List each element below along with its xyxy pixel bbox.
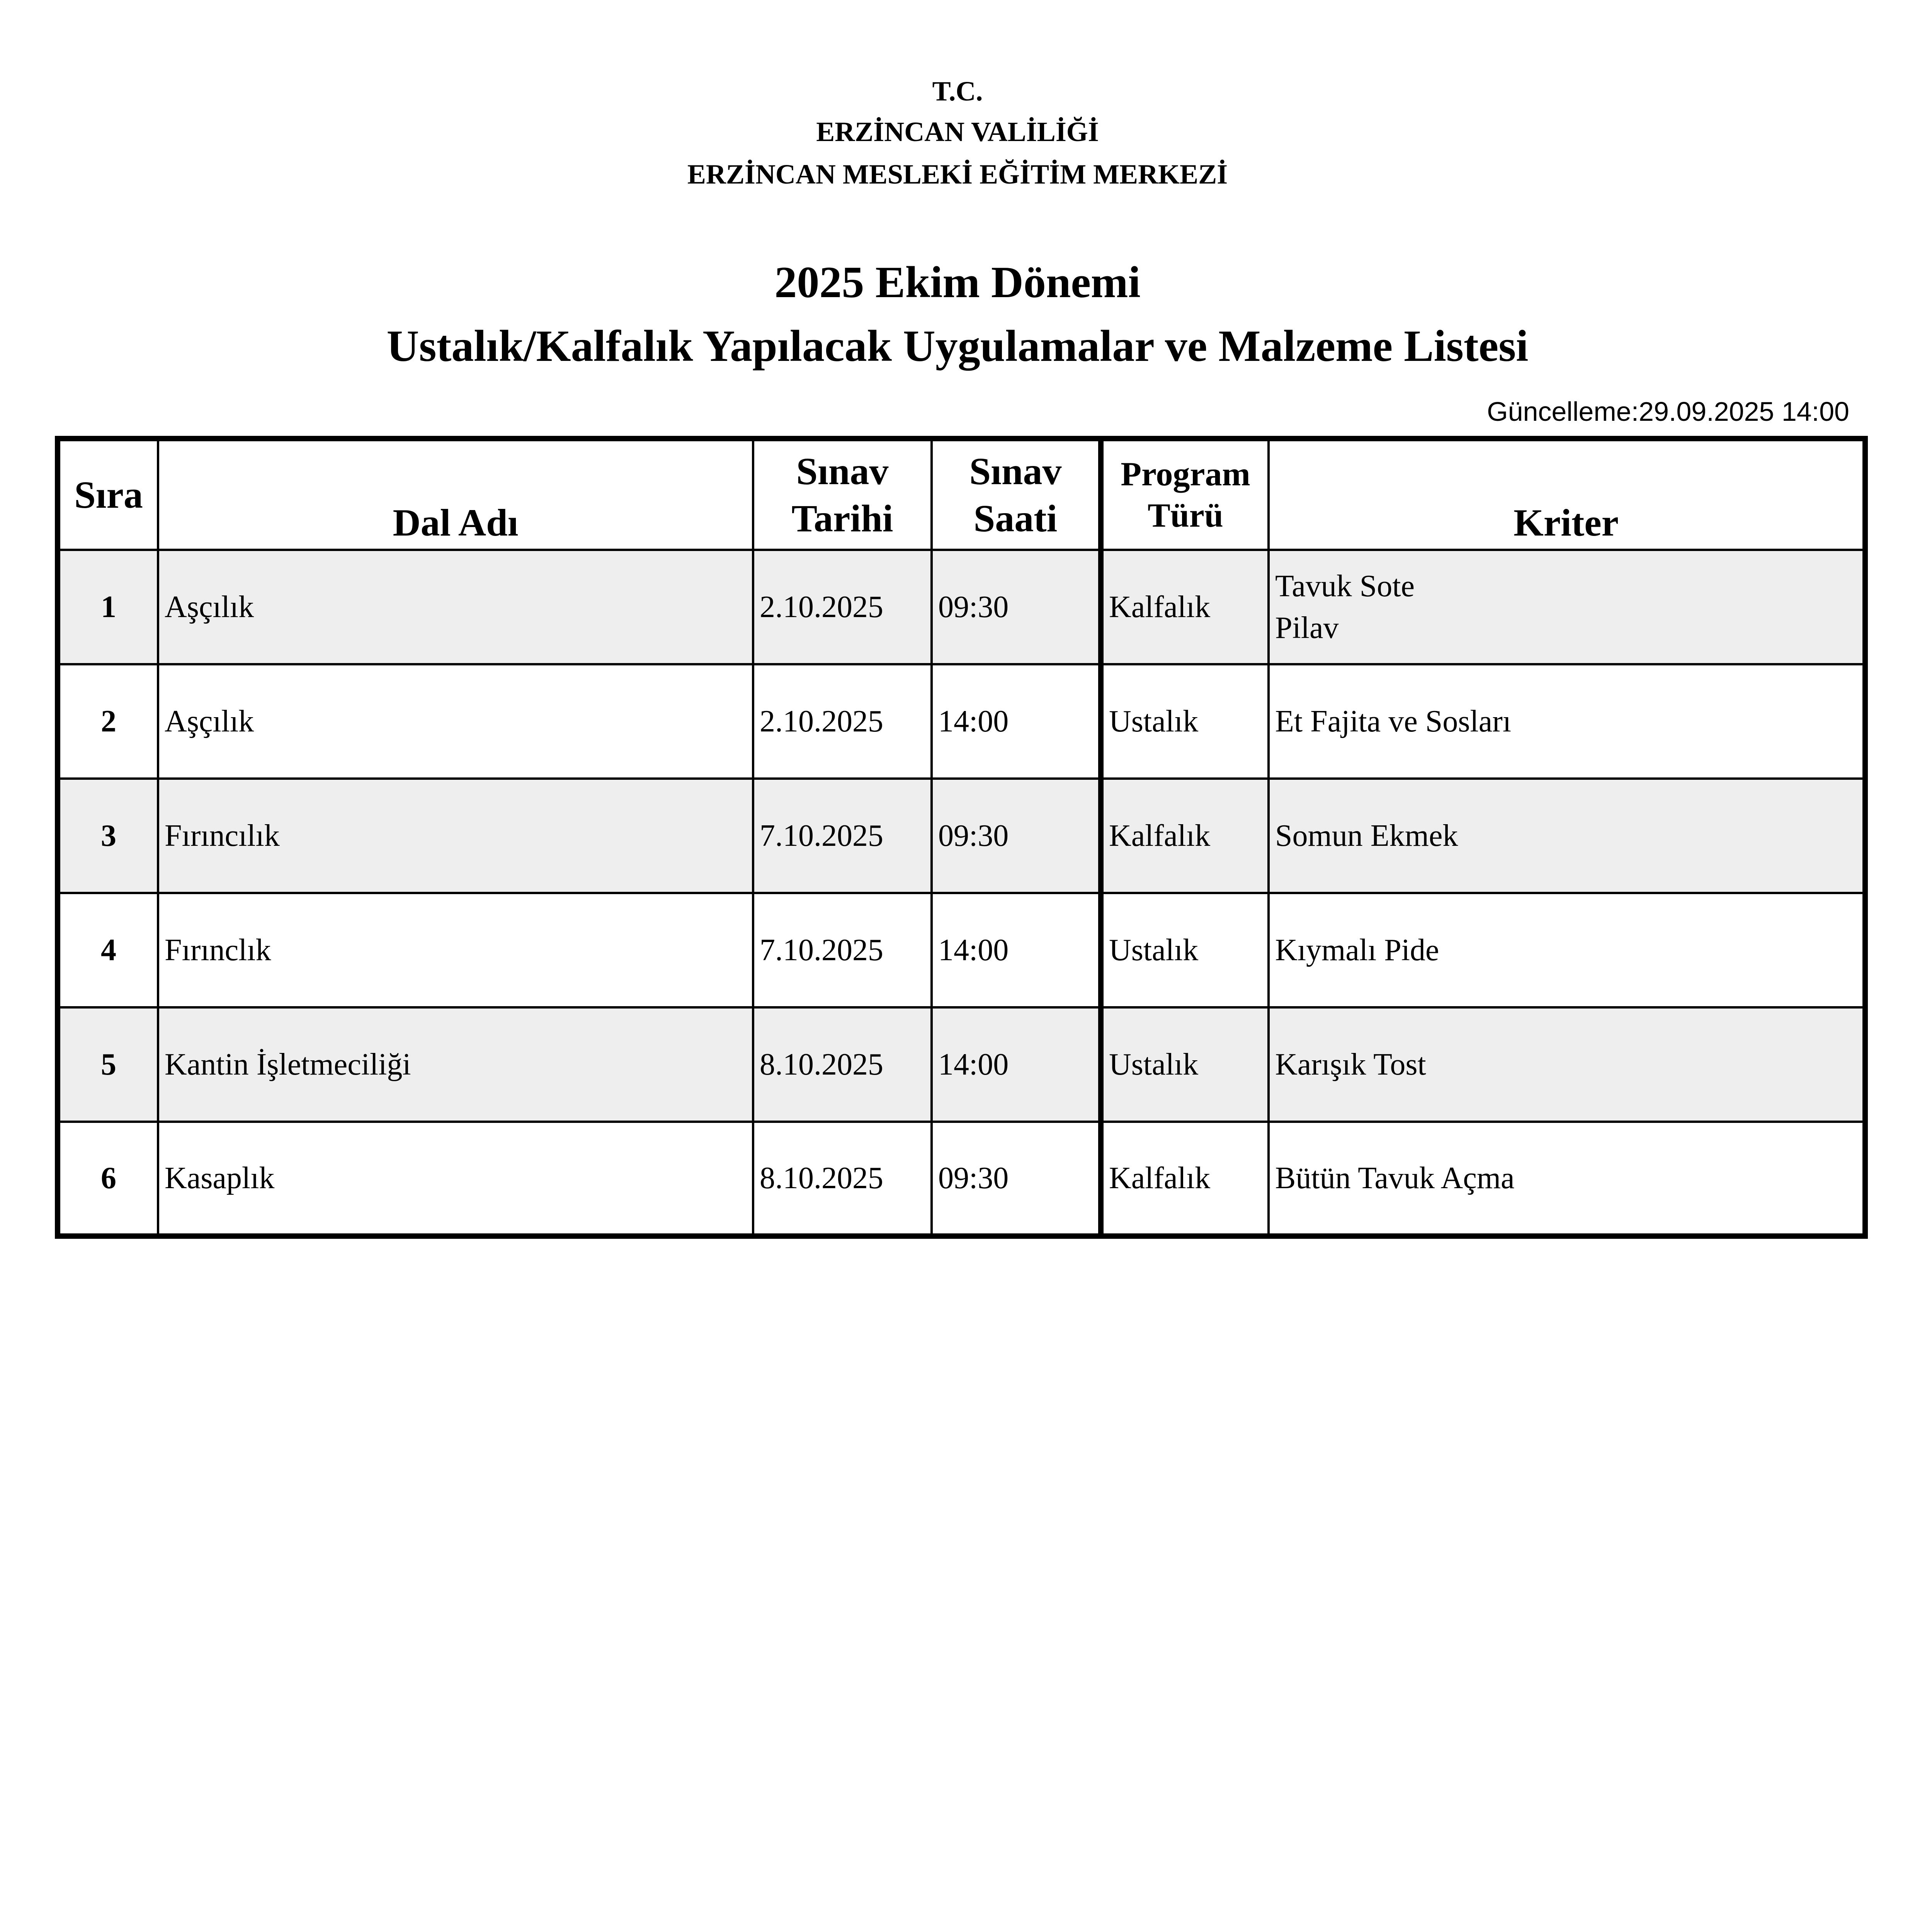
column-header-sinav-saati: Sınav Saati: [932, 439, 1101, 550]
table-row: [58, 664, 1865, 779]
cell-sinav-tarihi: 7.10.2025: [753, 893, 932, 1007]
cell-sira: 2: [58, 664, 158, 779]
column-header-program-turu: Program Türü: [1101, 439, 1269, 550]
cell-kriter: [1269, 1122, 1865, 1236]
cell-dal-adi: Aşçılık: [158, 550, 753, 664]
cell-sinav-saati: 14:00: [932, 664, 1101, 779]
kriter-line: Somun Ekmek: [1275, 819, 1458, 853]
column-header-sira: Sıra: [58, 439, 158, 550]
cell-sira: 3: [58, 779, 158, 893]
cell-sira: 4: [58, 893, 158, 1007]
kriter-line: Pilav: [1275, 611, 1339, 645]
kriter-line: Tavuk Sote: [1275, 569, 1415, 603]
kriter-line: Et Fajita ve Sosları: [1275, 704, 1512, 738]
column-header-sinav-tarihi: Sınav Tarihi: [753, 439, 932, 550]
cell-program-turu: Kalfalık: [1101, 550, 1269, 664]
kriter-line: Karışık Tost: [1275, 1048, 1426, 1082]
table-row: [58, 779, 1865, 893]
update-timestamp: Güncelleme:29.09.2025 14:00: [1487, 396, 1849, 427]
table-row: [58, 1122, 1865, 1236]
cell-kriter: [1269, 550, 1865, 664]
cell-sinav-tarihi: 2.10.2025: [753, 664, 932, 779]
cell-dal-adi: Kasaplık: [158, 1122, 753, 1236]
header-governorship: ERZİNCAN VALİLİĞİ: [816, 116, 1099, 147]
cell-kriter: [1269, 664, 1865, 779]
page-title: 2025 Ekim Dönemi: [774, 258, 1141, 307]
cell-program-turu: Kalfalık: [1101, 779, 1269, 893]
cell-dal-adi: Aşçılık: [158, 664, 753, 779]
cell-sinav-saati: 14:00: [932, 893, 1101, 1007]
page-subtitle: Ustalık/Kalfalık Yapılacak Uygulamalar ve Malzeme Listesi: [386, 321, 1529, 371]
cell-sinav-tarihi: 7.10.2025: [753, 779, 932, 893]
cell-sira: 1: [58, 550, 158, 664]
table-row: [58, 1007, 1865, 1122]
cell-sinav-tarihi: 2.10.2025: [753, 550, 932, 664]
cell-sinav-tarihi: 8.10.2025: [753, 1122, 932, 1236]
cell-sinav-saati: 09:30: [932, 550, 1101, 664]
cell-program-turu: Kalfalık: [1101, 1122, 1269, 1236]
cell-program-turu: Ustalık: [1101, 664, 1269, 779]
cell-sira: 5: [58, 1007, 158, 1122]
cell-dal-adi: Kantin İşletmeciliği: [158, 1007, 753, 1122]
header-institution: ERZİNCAN MESLEKİ EĞİTİM MERKEZİ: [687, 159, 1228, 190]
cell-program-turu: Ustalık: [1101, 1007, 1269, 1122]
cell-sinav-saati: 09:30: [932, 1122, 1101, 1236]
header-tc: T.C.: [932, 76, 983, 107]
table-row: [58, 893, 1865, 1007]
column-header-kriter: Kriter: [1269, 439, 1865, 550]
cell-kriter: [1269, 779, 1865, 893]
cell-kriter: [1269, 1007, 1865, 1122]
column-header-dal-adi: Dal Adı: [158, 439, 753, 550]
cell-program-turu: Ustalık: [1101, 893, 1269, 1007]
cell-dal-adi: Fırıncılık: [158, 779, 753, 893]
table-row: [58, 550, 1865, 664]
cell-kriter: [1269, 893, 1865, 1007]
kriter-line: Bütün Tavuk Açma: [1275, 1161, 1515, 1195]
cell-dal-adi: Fırınclık: [158, 893, 753, 1007]
cell-sira: 6: [58, 1122, 158, 1236]
cell-sinav-tarihi: 8.10.2025: [753, 1007, 932, 1122]
cell-sinav-saati: 09:30: [932, 779, 1101, 893]
kriter-line: Kıymalı Pide: [1275, 933, 1439, 967]
exam-schedule-table: [55, 436, 1868, 1239]
table-header-row: [58, 439, 1865, 550]
cell-sinav-saati: 14:00: [932, 1007, 1101, 1122]
